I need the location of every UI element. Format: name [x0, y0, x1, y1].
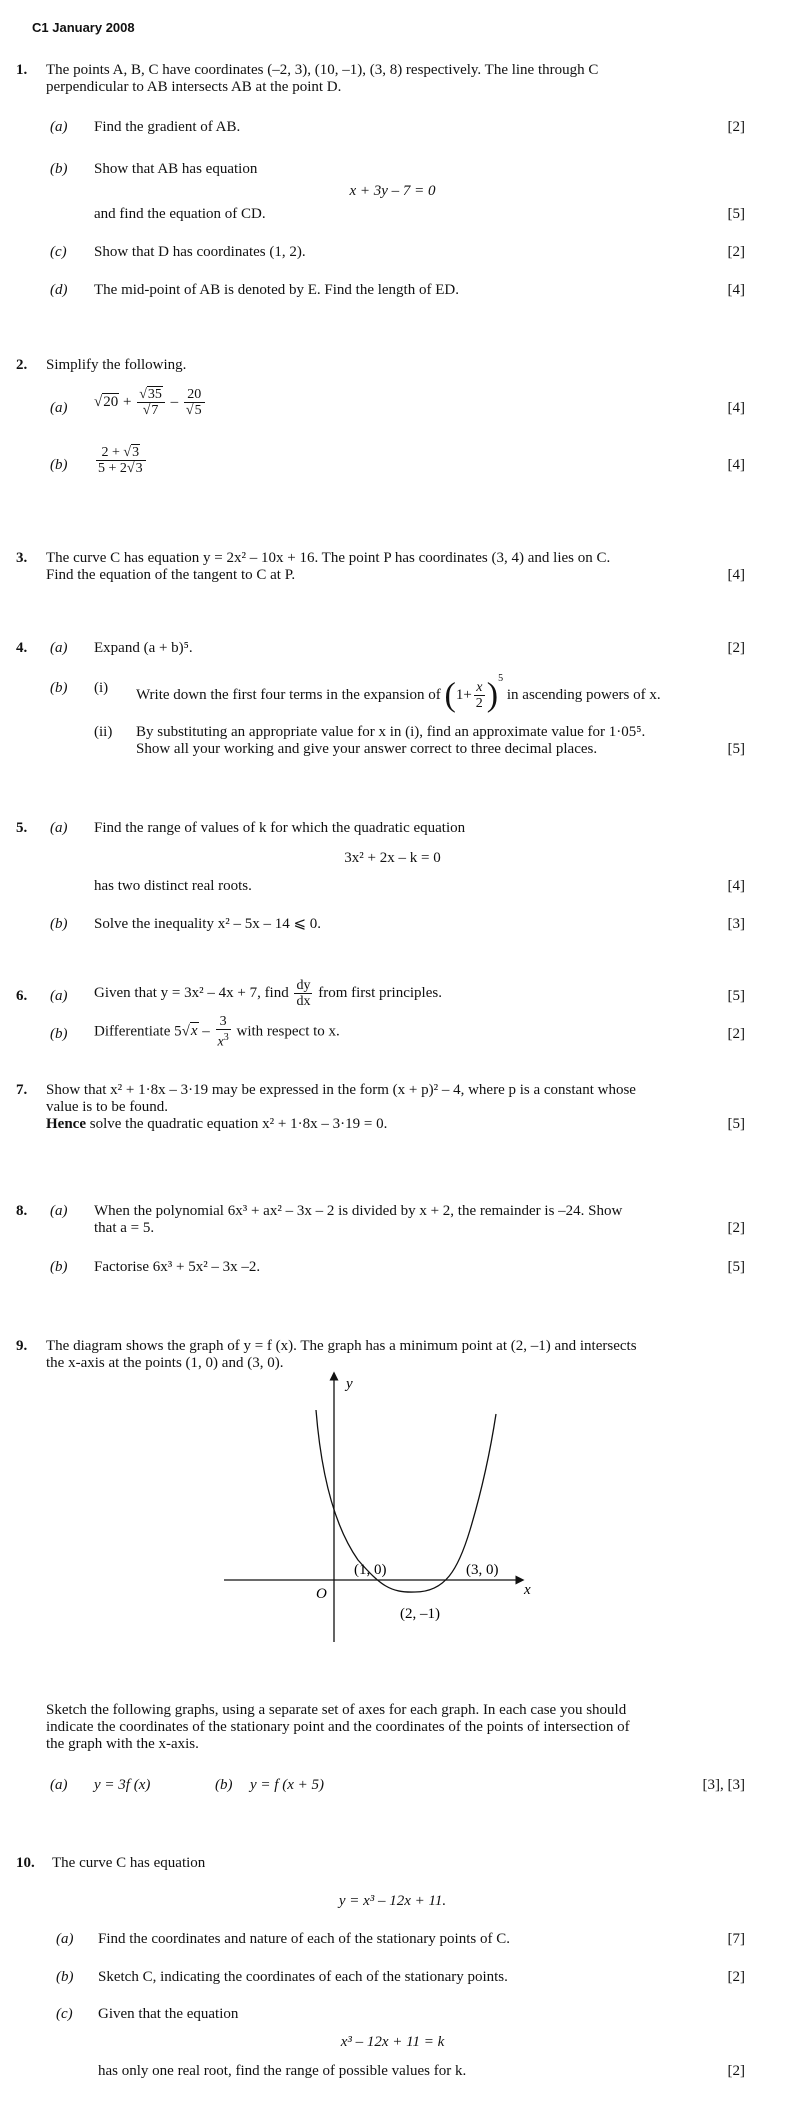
question-stem-line-1: The points A, B, C have coordinates (–2, 3), (10, –1), (3, 8) respectively. The line through C [46, 62, 599, 78]
part-label: (a) [50, 820, 68, 836]
part-label: (b) [215, 1777, 233, 1793]
marks: [5] [727, 988, 745, 1004]
marks: [3] [727, 916, 745, 932]
marks: [7] [727, 1931, 745, 1947]
marks: [4] [727, 400, 745, 416]
part-text: has two distinct real roots. [94, 878, 252, 894]
part-label: (b) [50, 1026, 68, 1042]
question-number: 3. [16, 550, 28, 566]
question-number: 2. [16, 357, 28, 373]
part-text: Given that y = 3x² – 4x + 7, find $\frac{dy}{dx}$ from first principles. [94, 978, 442, 1009]
part-label: (b) [50, 1259, 68, 1275]
function-graph [220, 1370, 540, 1650]
marks: [2] [727, 1969, 745, 1985]
marks: [5] [727, 1116, 745, 1132]
point-label-3: (3, 0) [466, 1562, 499, 1578]
surd-expression-b: $\frac{2 + √3}{5 + 2√3}$ [94, 445, 148, 476]
part-text: Find the range of values of k for which the quadratic equation [94, 820, 466, 836]
part-text-line-1: When the polynomial 6x³ + ax² – 3x – 2 is divided by x + 2, the remainder is –24. Show [94, 1203, 623, 1219]
question-stem: Simplify the following. [46, 357, 187, 373]
marks: [2] [727, 1026, 745, 1042]
marks: [4] [727, 457, 745, 473]
subpart-label: (i) [94, 680, 109, 696]
question-stem-line-3: Hence solve the quadratic equation x² + 1·8x – 3·19 = 0. [46, 1116, 388, 1132]
question-stem-line-2: value is to be found. [46, 1099, 169, 1115]
part-text: Factorise 6x³ + 5x² – 3x –2. [94, 1259, 261, 1275]
part-label: (b) [50, 457, 68, 473]
part-text: Solve the inequality x² – 5x – 14 ⩽ 0. [94, 916, 322, 932]
origin-label: O [316, 1586, 327, 1602]
marks: [4] [727, 567, 745, 583]
question-number: 1. [16, 62, 28, 78]
marks: [2] [727, 119, 745, 135]
marks: [5] [727, 206, 745, 222]
question-number: 4. [16, 640, 28, 656]
instruction-line-1: Sketch the following graphs, using a separate set of axes for each graph. In each case you should [46, 1702, 627, 1718]
point-label-1: (1, 0) [354, 1562, 387, 1578]
question-number: 7. [16, 1082, 28, 1098]
marks: [2] [727, 244, 745, 260]
part-label: (c) [50, 244, 67, 260]
minimum-point-label: (2, –1) [400, 1606, 440, 1622]
question-stem-line-1: The diagram shows the graph of y = f (x). The graph has a minimum point at (2, –1) and intersects [46, 1338, 637, 1354]
question-number: 9. [16, 1338, 28, 1354]
part-label: (b) [56, 1969, 74, 1985]
equation: x + 3y – 7 = 0 [349, 183, 436, 199]
surd-expression-a: √20 + $\frac{√35}{√7}$ – $\frac{20}{√5}$ [94, 387, 207, 418]
question-stem-line-2: the x-axis at the points (1, 0) and (3, 0). [46, 1355, 284, 1371]
part-text: Find the gradient of AB. [94, 119, 241, 135]
instruction-line-3: the graph with the x-axis. [46, 1736, 199, 1752]
part-text: and find the equation of CD. [94, 206, 266, 222]
x-axis-label: x [524, 1582, 531, 1598]
marks: [5] [727, 1259, 745, 1275]
part-label: (b) [50, 161, 68, 177]
question-number: 5. [16, 820, 28, 836]
part-text-line-2: that a = 5. [94, 1220, 155, 1236]
part-text: has only one real root, find the range of possible values for k. [98, 2063, 467, 2079]
subpart-text: Write down the first four terms in the expansion of (1+ $\frac{x}{2}$ )$^5$ in ascending powers of x. [136, 673, 661, 714]
question-number: 8. [16, 1203, 28, 1219]
part-label: (b) [50, 916, 68, 932]
instruction-line-2: indicate the coordinates of the stationary point and the coordinates of the points of intersection of [46, 1719, 630, 1735]
part-text: y = 3f (x) [94, 1777, 151, 1793]
y-axis-label: y [346, 1376, 353, 1392]
part-text: Show that AB has equation [94, 161, 258, 177]
part-label: (d) [50, 282, 68, 298]
part-text: Given that the equation [98, 2006, 239, 2022]
question-stem: The curve C has equation [52, 1855, 206, 1871]
marks: [4] [727, 282, 745, 298]
part-label: (a) [50, 640, 68, 656]
question-stem-line-1: The curve C has equation y = 2x² – 10x + 16. The point P has coordinates (3, 4) and lies on C. [46, 550, 611, 566]
part-text: Find the coordinates and nature of each of the stationary points of C. [98, 1931, 510, 1947]
subpart-text-line-2: Show all your working and give your answer correct to three decimal places. [136, 741, 598, 757]
marks: [2] [727, 640, 745, 656]
marks: [4] [727, 878, 745, 894]
part-label: (a) [56, 1931, 74, 1947]
part-text: Show that D has coordinates (1, 2). [94, 244, 306, 260]
subpart-label: (ii) [94, 724, 113, 740]
question-stem-line-2: Find the equation of the tangent to C at P. [46, 567, 296, 583]
subpart-text-line-1: By substituting an appropriate value for x in (i), find an approximate value for 1·05⁵. [136, 724, 646, 740]
question-stem-line-2: perpendicular to AB intersects AB at the point D. [46, 79, 342, 95]
marks: [2] [727, 1220, 745, 1236]
marks: [5] [727, 741, 745, 757]
equation: y = x³ – 12x + 11. [338, 1893, 447, 1909]
part-label: (b) [50, 680, 68, 696]
question-number: 6. [16, 988, 28, 1004]
question-number: 10. [16, 1855, 35, 1871]
part-text: The mid-point of AB is denoted by E. Find the length of ED. [94, 282, 459, 298]
part-text: Differentiate 5√x – $\frac{3}{x^3}$ with respect to x. [94, 1014, 340, 1050]
equation: x³ – 12x + 11 = k [340, 2034, 445, 2050]
part-label: (a) [50, 988, 68, 1004]
part-text: y = f (x + 5) [250, 1777, 324, 1793]
part-label: (c) [56, 2006, 73, 2022]
equation: 3x² + 2x – k = 0 [344, 850, 441, 866]
question-stem-line-1: Show that x² + 1·8x – 3·19 may be expressed in the form (x + p)² – 4, where p is a constant whose [46, 1082, 636, 1098]
part-text: Sketch C, indicating the coordinates of each of the stationary points. [98, 1969, 508, 1985]
marks: [3], [3] [702, 1777, 745, 1793]
part-text: Expand (a + b)⁵. [94, 640, 193, 656]
page-header: C1 January 2008 [32, 20, 135, 35]
part-label: (a) [50, 119, 68, 135]
part-label: (a) [50, 1203, 68, 1219]
part-label: (a) [50, 400, 68, 416]
part-label: (a) [50, 1777, 68, 1793]
marks: [2] [727, 2063, 745, 2079]
